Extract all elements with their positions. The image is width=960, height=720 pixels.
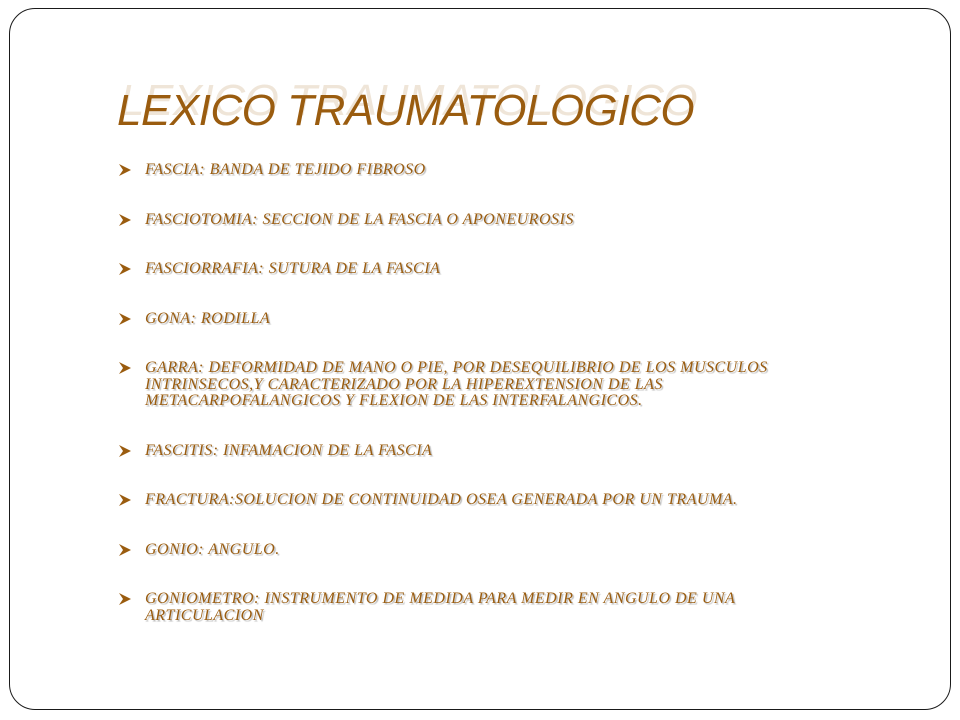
arrowhead-bullet-icon	[118, 214, 132, 226]
list-item-text: GONIOMETRO: INSTRUMENTO DE MEDIDA PARA MEDIR EN ANGULO DE UNA ARTICULACION	[145, 590, 736, 624]
list-item-text: FASCITIS: INFAMACION DE LA FASCIA	[145, 441, 433, 459]
arrowhead-bullet-icon	[118, 544, 132, 556]
arrowhead-bullet-icon	[118, 494, 132, 506]
list-item	[118, 261, 858, 278]
arrowhead-bullet-icon	[118, 313, 132, 325]
list-item-text: FASCIA: BANDA DE TEJIDO FIBROSO	[145, 161, 426, 178]
slide-frame	[9, 8, 951, 710]
list-item	[118, 591, 858, 624]
term-list	[118, 162, 858, 624]
list-item-text: FASCIORRAFIA: SUTURA DE LA FASCIA	[145, 260, 441, 277]
arrowhead-bullet-icon	[118, 263, 132, 275]
list-item	[118, 360, 858, 410]
list-item-text: GONIO: ANGULO.	[145, 540, 280, 558]
list-item	[118, 542, 858, 559]
list-item	[118, 492, 858, 509]
list-item	[118, 212, 858, 229]
arrowhead-bullet-icon	[118, 164, 132, 176]
slide-title: LEXICO TRAUMATOLOGICO	[117, 86, 695, 135]
list-item-text: FASCIOTOMIA: SECCION DE LA FASCIA O APONEUROSIS	[145, 210, 574, 228]
list-item	[118, 162, 858, 179]
arrowhead-bullet-icon	[118, 593, 132, 605]
list-item	[118, 311, 858, 328]
list-item-text: GARRA: DEFORMIDAD DE MANO O PIE, POR DESEQUILIBRIO DE LOS MUSCULOS INTRINSECOS,Y CARACTERIZADO POR LA HIPEREXTENSION DE LAS METACARPOFALANGICOS Y FLEXION DE LAS INTERFALANGICOS.	[145, 359, 768, 409]
arrowhead-bullet-icon	[118, 362, 132, 374]
arrowhead-bullet-icon	[118, 445, 132, 457]
list-item-text: FRACTURA:SOLUCION DE CONTINUIDAD OSEA GENERADA POR UN TRAUMA.	[145, 491, 738, 508]
list-item	[118, 443, 858, 460]
list-item-text: GONA: RODILLA	[145, 309, 271, 327]
